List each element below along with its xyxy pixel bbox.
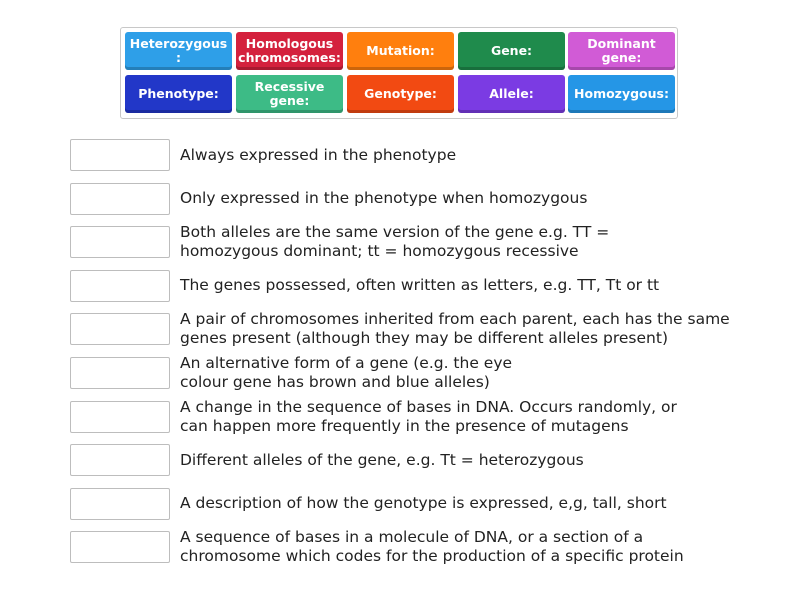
description-label: Always expressed in the phenotype [180, 145, 457, 164]
tile-label: Recessive gene: [254, 79, 325, 108]
tile-homozygous[interactable] [568, 75, 675, 113]
drop-slot[interactable] [70, 444, 170, 476]
tile-genotype[interactable] [347, 75, 454, 113]
description-text [180, 223, 620, 261]
tile-label: Dominant gene: [587, 36, 656, 65]
description-label: Both alleles are the same version of the gene e.g. TT = homozygous dominant; tt = homozygous recessive [180, 223, 610, 261]
description-label: Different alleles of the gene, e.g. Tt = heterozygous [180, 450, 584, 469]
tile-label: Homologous chromosomes: [238, 36, 341, 65]
drop-slot[interactable] [70, 139, 170, 171]
tile-mutation[interactable] [347, 32, 454, 70]
answer-bank [120, 27, 678, 119]
tile-label: Mutation: [366, 43, 435, 58]
tile-label: Homozygous: [574, 86, 669, 101]
tile-heterozygous[interactable] [125, 32, 232, 70]
drop-slot[interactable] [70, 313, 170, 345]
tile-recessive-gene[interactable] [236, 75, 343, 113]
description-text [180, 441, 620, 479]
description-label: A sequence of bases in a molecule of DNA, or a section of a chromosome which codes for the production of a specific protein [180, 528, 684, 566]
tile-dominant-gene[interactable] [568, 32, 675, 70]
tile-label: Phenotype: [138, 86, 219, 101]
drop-slot[interactable] [70, 357, 170, 389]
drop-slot[interactable] [70, 531, 170, 563]
tile-label: Heterozygous : [129, 36, 228, 65]
description-text [180, 528, 720, 566]
description-text [180, 267, 700, 305]
tile-homologous-chromosomes[interactable] [236, 32, 343, 70]
drop-slot[interactable] [70, 183, 170, 215]
description-text [180, 354, 540, 392]
description-label: A description of how the genotype is expressed, e,g, tall, short [180, 494, 667, 513]
description-label: The genes possessed, often written as letters, e.g. TT, Tt or tt [180, 276, 660, 295]
description-label: Only expressed in the phenotype when homozygous [180, 189, 588, 208]
tile-gene[interactable] [458, 32, 565, 70]
drop-slot[interactable] [70, 401, 170, 433]
drop-slot[interactable] [70, 226, 170, 258]
description-label: An alternative form of a gene (e.g. the eye colour gene has brown and blue alleles) [180, 354, 513, 391]
tile-label: Allele: [489, 86, 534, 101]
description-text [180, 310, 750, 348]
tile-label: Genotype: [364, 86, 437, 101]
description-text [180, 398, 690, 436]
description-text [180, 180, 630, 218]
drop-slot[interactable] [70, 270, 170, 302]
tile-allele[interactable] [458, 75, 565, 113]
tile-phenotype[interactable] [125, 75, 232, 113]
description-text [180, 136, 480, 174]
description-label: A change in the sequence of bases in DNA. Occurs randomly, or can happen more frequently in the presence of mutagens [180, 397, 677, 435]
description-label: A pair of chromosomes inherited from each parent, each has the same genes present (although they may be different alleles present) [180, 310, 730, 348]
tile-label: Gene: [490, 43, 533, 58]
description-text [180, 485, 700, 523]
drop-slot[interactable] [70, 488, 170, 520]
